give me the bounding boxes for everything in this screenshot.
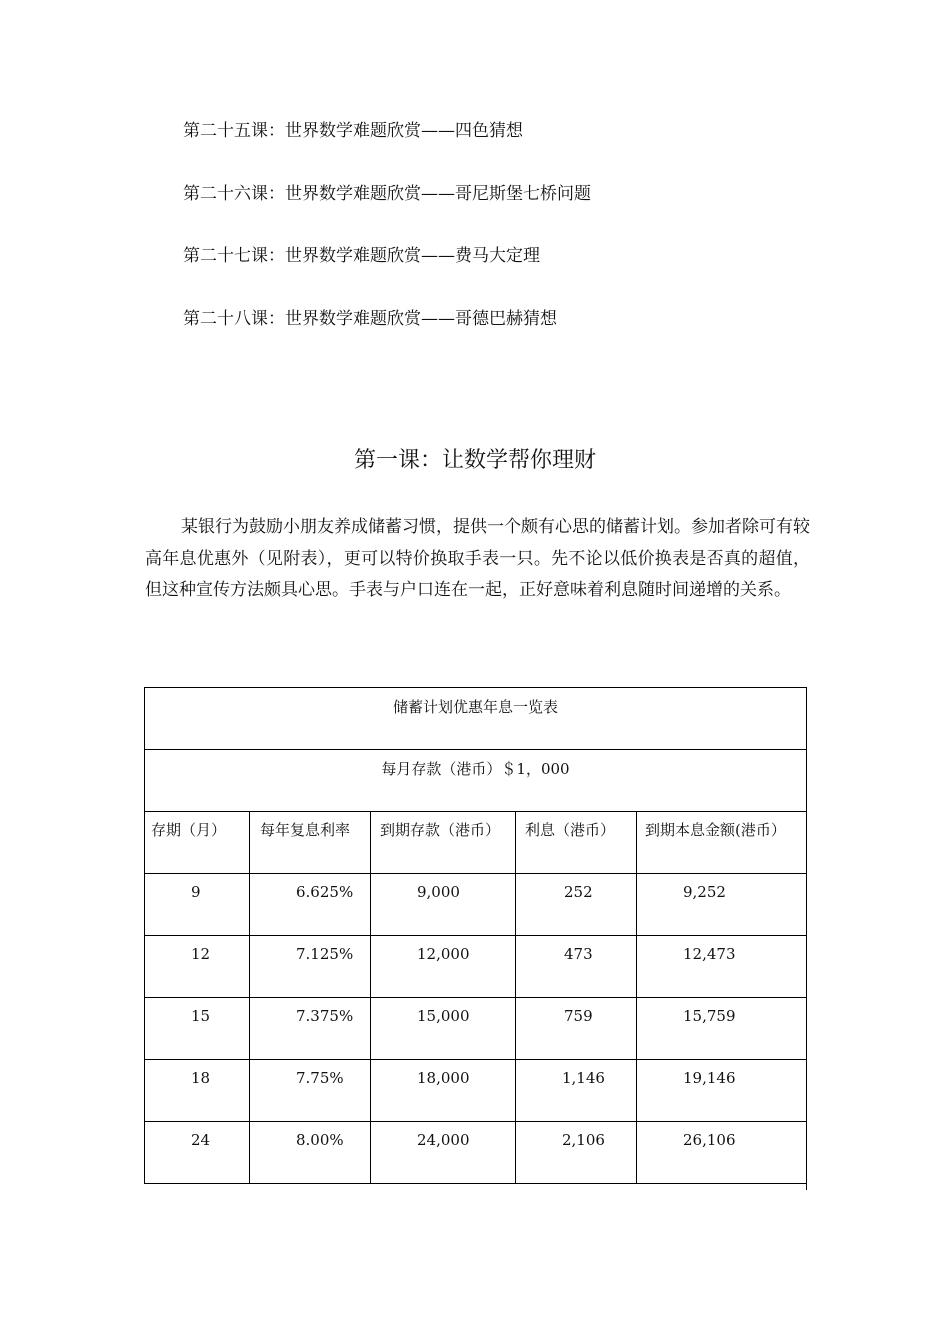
table-right-border <box>806 687 807 1190</box>
interest-value: 759 <box>564 1007 593 1025</box>
table-cell <box>371 1060 516 1122</box>
table-cell <box>516 1122 637 1184</box>
rate-value: 8.00% <box>296 1131 344 1149</box>
table-cell <box>250 998 371 1060</box>
lesson-item-28: 第二十八课：世界数学难题欣赏——哥德巴赫猜想 <box>183 309 557 329</box>
rate-value: 6.625% <box>296 883 354 901</box>
interest-value: 1,146 <box>562 1069 605 1087</box>
table-row <box>145 1122 807 1184</box>
table-cell <box>637 936 807 998</box>
table-cell <box>637 874 807 936</box>
total-value: 15,759 <box>683 1007 736 1025</box>
total-value: 19,146 <box>683 1069 736 1087</box>
principal-value: 24,000 <box>417 1131 470 1149</box>
header-term: 存期（月） <box>151 821 227 839</box>
rate-value: 7.125% <box>296 945 354 963</box>
header-total: 到期本息金额(港币） <box>645 821 786 839</box>
lesson-item-26: 第二十六课：世界数学难题欣赏——哥尼斯堡七桥问题 <box>183 184 591 204</box>
header-cell <box>145 812 250 874</box>
table-cell <box>516 874 637 936</box>
term-value: 12 <box>191 945 211 963</box>
table-cell <box>145 998 250 1060</box>
table-cell <box>145 936 250 998</box>
interest-value: 252 <box>564 883 593 901</box>
total-value: 9,252 <box>683 883 726 901</box>
table-cell <box>371 874 516 936</box>
rate-value: 7.375% <box>296 1007 354 1025</box>
term-value: 18 <box>191 1069 211 1087</box>
savings-rate-table <box>144 687 807 1184</box>
table-title: 储蓄计划优惠年息一览表 <box>392 698 558 716</box>
table-deposit-cell <box>145 750 807 812</box>
intro-paragraph: 某银行为鼓励小朋友养成储蓄习惯，提供一个颇有心思的储蓄计划。参加者除可有较高年息优惠外（见附表），更可以特价换取手表一只。先不论以低价换表是否真的超值，但这种宣传方法颇具心思。手表与户口连在一起，正好意味着利息随时间递增的关系。 <box>145 517 810 600</box>
table-cell <box>250 936 371 998</box>
table-cell <box>250 874 371 936</box>
principal-value: 9,000 <box>417 883 460 901</box>
principal-value: 15,000 <box>417 1007 470 1025</box>
rate-value: 7.75% <box>296 1069 344 1087</box>
table-cell <box>516 1060 637 1122</box>
header-cell <box>516 812 637 874</box>
table-header-row <box>145 812 807 874</box>
table-cell <box>250 1122 371 1184</box>
lesson-item-27: 第二十七课：世界数学难题欣赏——费马大定理 <box>183 246 540 266</box>
principal-value: 18,000 <box>417 1069 470 1087</box>
table-cell <box>371 998 516 1060</box>
table-row <box>145 998 807 1060</box>
table-cell <box>250 1060 371 1122</box>
header-rate: 每年复息利率 <box>260 821 351 839</box>
header-principal: 到期存款（港币） <box>380 821 501 839</box>
table-cell <box>516 998 637 1060</box>
table-cell <box>371 1122 516 1184</box>
term-value: 24 <box>191 1131 211 1149</box>
table-row <box>145 936 807 998</box>
header-cell <box>250 812 371 874</box>
table-cell <box>637 1122 807 1184</box>
table-cell <box>516 936 637 998</box>
table-row <box>145 1060 807 1122</box>
table-row <box>145 874 807 936</box>
table-cell <box>145 1122 250 1184</box>
term-value: 9 <box>191 883 201 901</box>
monthly-deposit: 每月存款（港币）＄1，000 <box>381 760 570 778</box>
table-cell <box>637 1060 807 1122</box>
principal-value: 12,000 <box>417 945 470 963</box>
total-value: 26,106 <box>683 1131 736 1149</box>
total-value: 12,473 <box>683 945 736 963</box>
table-cell <box>145 1060 250 1122</box>
table-cell <box>371 936 516 998</box>
term-value: 15 <box>191 1007 211 1025</box>
table-cell <box>145 874 250 936</box>
lesson-item-25: 第二十五课：世界数学难题欣赏——四色猜想 <box>183 121 523 141</box>
header-interest: 利息（港币） <box>525 821 616 839</box>
lesson-heading: 第一课：让数学帮你理财 <box>353 448 596 473</box>
table-title-cell <box>145 688 807 750</box>
header-cell <box>371 812 516 874</box>
table-cell <box>637 998 807 1060</box>
header-cell <box>637 812 807 874</box>
interest-value: 473 <box>564 945 593 963</box>
interest-value: 2,106 <box>562 1131 605 1149</box>
